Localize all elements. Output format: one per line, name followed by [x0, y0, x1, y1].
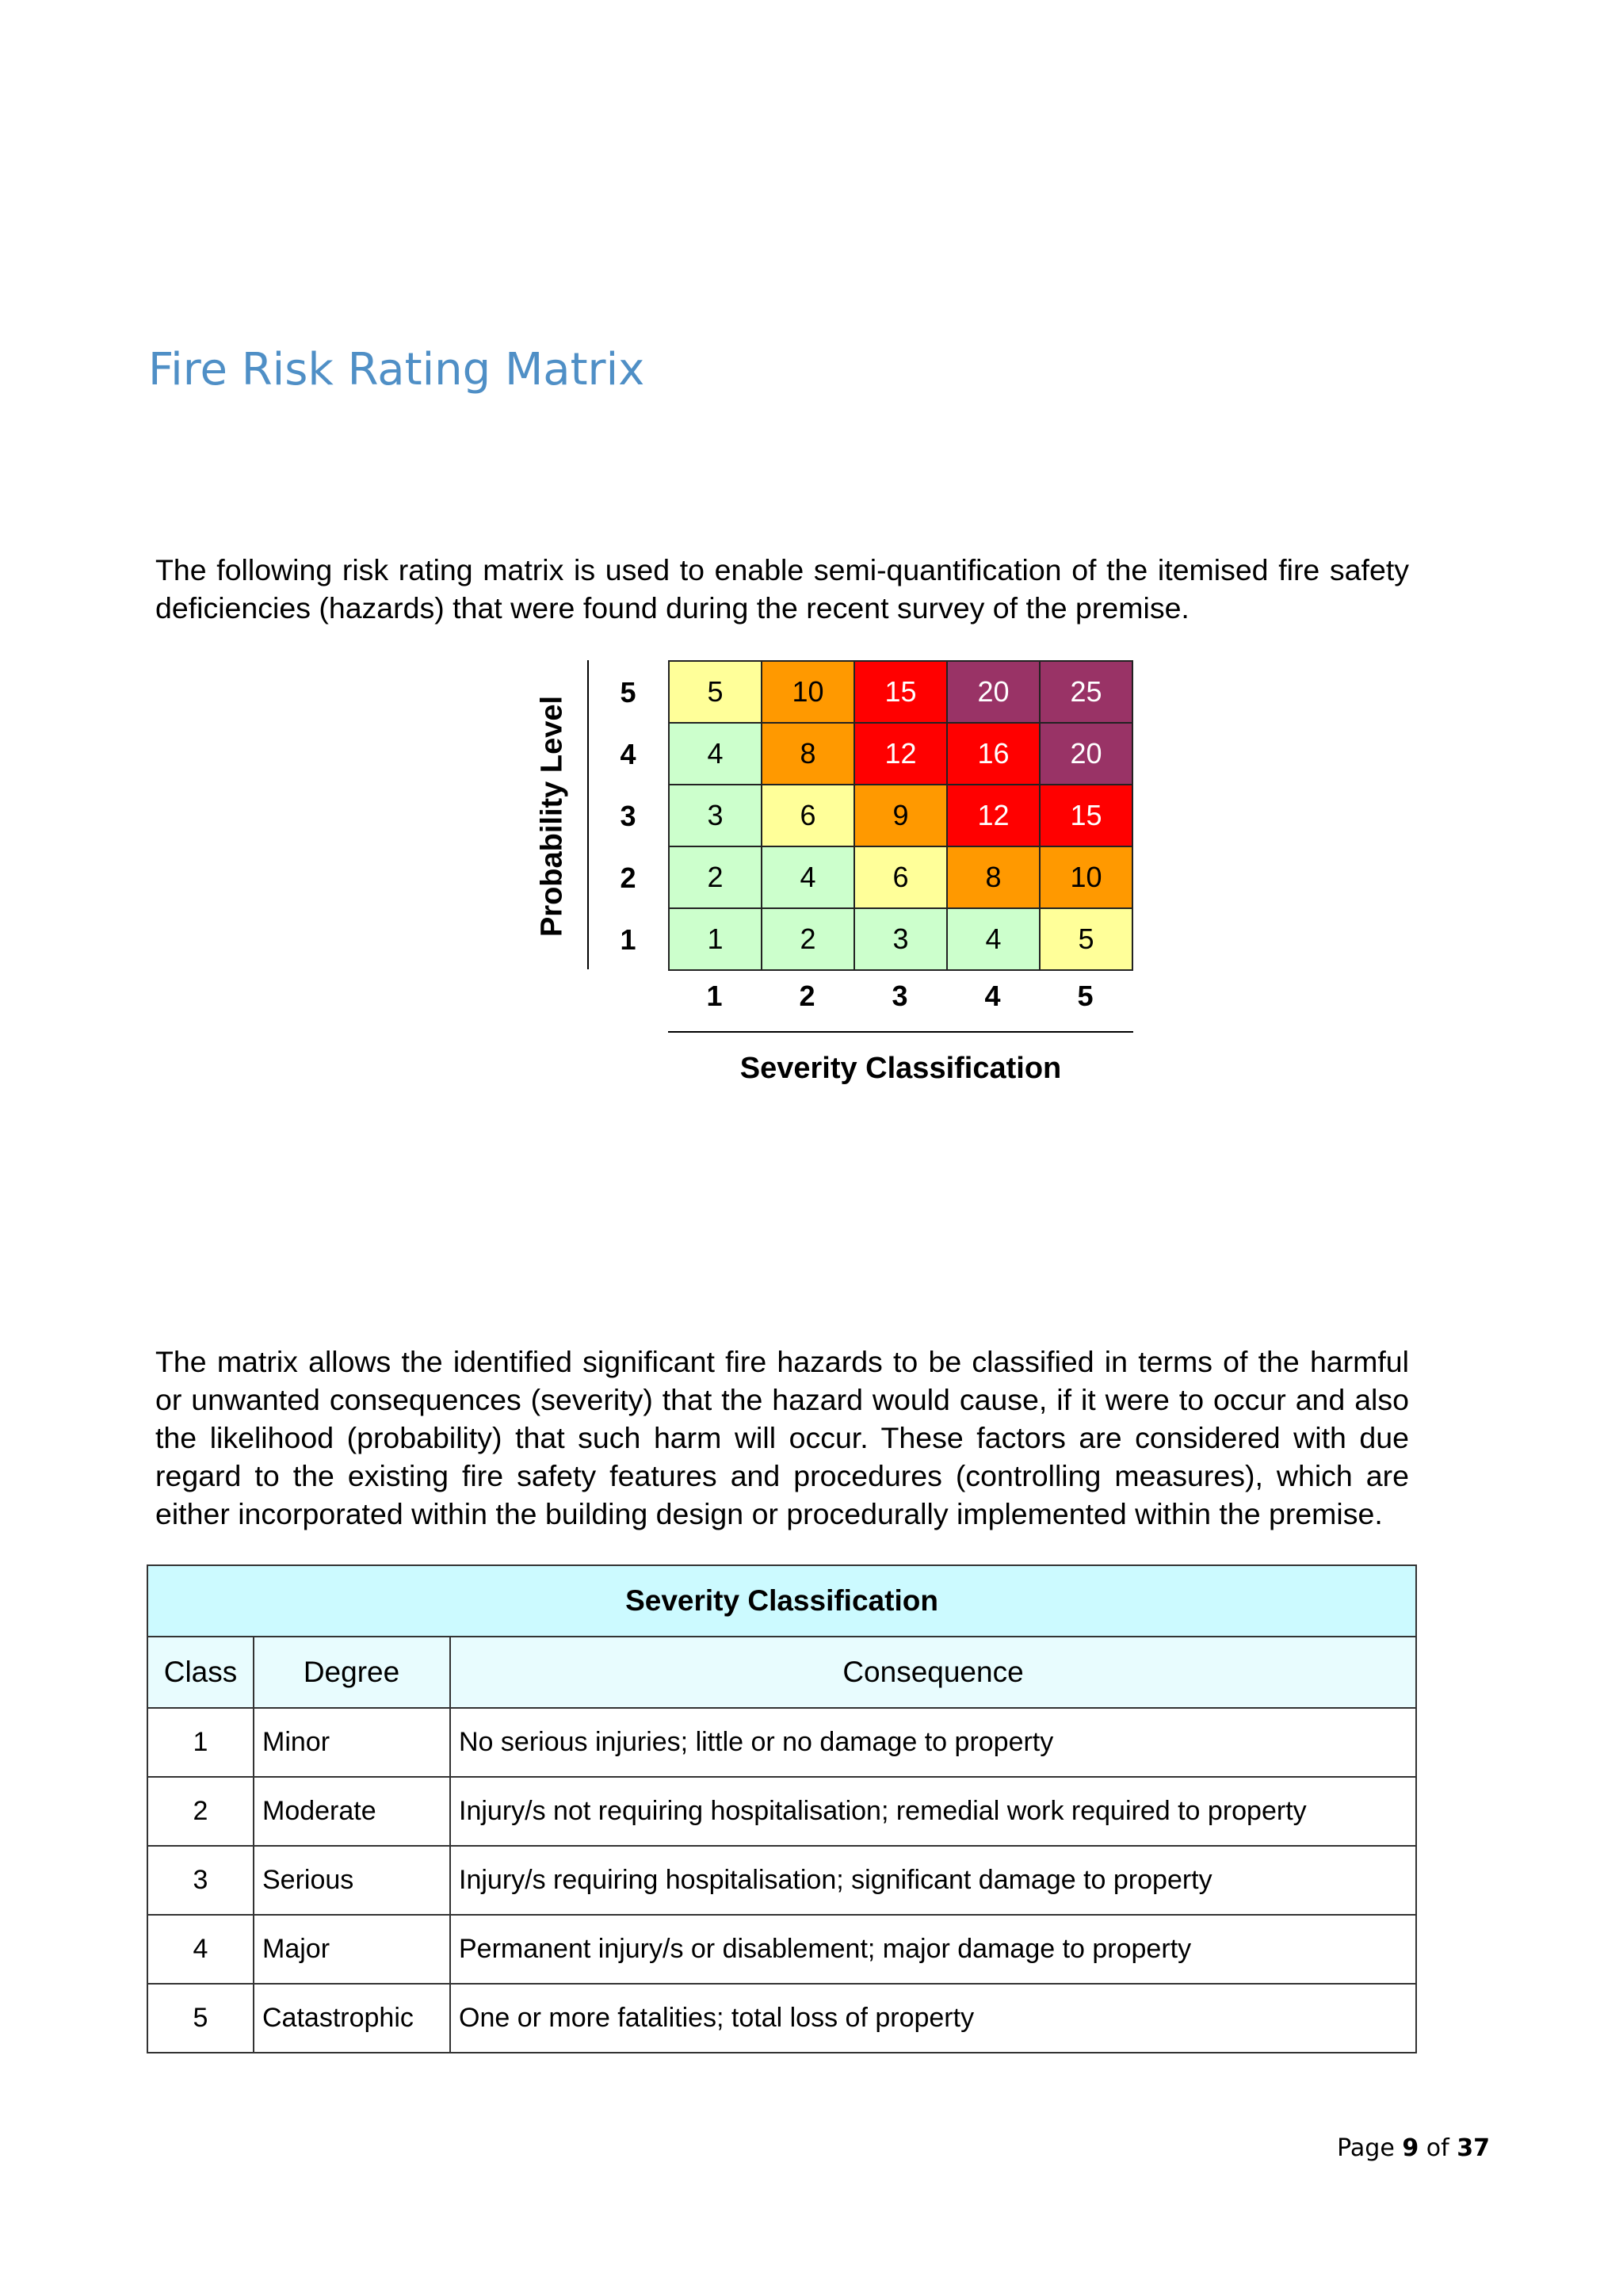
- class-cell: 1: [147, 1708, 254, 1777]
- matrix-cell: 12: [855, 724, 948, 785]
- header-class: Class: [147, 1637, 254, 1708]
- matrix-cell: 5: [670, 662, 762, 724]
- matrix-cell: 6: [762, 785, 855, 847]
- footer-page-total: 37: [1457, 2134, 1490, 2162]
- consequence-cell: One or more fatalities; total loss of property: [450, 1984, 1416, 2053]
- body-paragraph: The matrix allows the identified significant fire hazards to be classified in terms of the harmful or unwanted consequences (severity) that the hazard would cause, if it were to occur and also the likelihood (probability) that such harm will occur. These factors are considered with due regard to the existing fire safety features and procedures (controlling measures), which are either incorporated within the building design or procedurally implemented within the premise.: [155, 1344, 1409, 1530]
- matrix-cell: 1: [670, 909, 762, 971]
- page-title: Fire Risk Rating Matrix: [148, 343, 645, 395]
- matrix-cell: 8: [762, 724, 855, 785]
- matrix-cell: 20: [1041, 724, 1133, 785]
- matrix-cell: 10: [762, 662, 855, 724]
- matrix-col-label: 5: [1077, 980, 1094, 1012]
- table-row: [147, 1777, 1416, 1846]
- class-cell: 4: [147, 1915, 254, 1984]
- table-row: [147, 1915, 1416, 1984]
- footer-of-word: of: [1426, 2134, 1449, 2162]
- matrix-cell: 9: [855, 785, 948, 847]
- matrix-col-label: 1: [706, 980, 723, 1012]
- class-cell: 5: [147, 1984, 254, 2053]
- degree-cell: Catastrophic: [254, 1984, 450, 2053]
- matrix-x-axis-line: [668, 1031, 1133, 1033]
- matrix-cell: 15: [855, 662, 948, 724]
- matrix-cell: 3: [670, 785, 762, 847]
- matrix-cell: 20: [948, 662, 1041, 724]
- matrix-cell: 12: [948, 785, 1041, 847]
- header-degree: Degree: [254, 1637, 450, 1708]
- footer-page-word: Page: [1337, 2134, 1395, 2162]
- matrix-cell: 6: [855, 847, 948, 909]
- matrix-cell: 10: [1041, 847, 1133, 909]
- matrix-cell: 16: [948, 724, 1041, 785]
- degree-cell: Minor: [254, 1708, 450, 1777]
- table-row: [147, 1846, 1416, 1915]
- matrix-row-label: 4: [620, 738, 636, 770]
- severity-table: [147, 1564, 1417, 2053]
- matrix-cell: 2: [670, 847, 762, 909]
- degree-cell: Major: [254, 1915, 450, 1984]
- consequence-cell: No serious injuries; little or no damage to property: [450, 1708, 1416, 1777]
- matrix-col-label: 2: [799, 980, 815, 1012]
- matrix-cell: 25: [1041, 662, 1133, 724]
- page-footer: [1337, 2134, 1490, 2162]
- intro-paragraph: The following risk rating matrix is used to enable semi-quantification of the itemised fire safety deficiencies (hazards) that were found during the recent survey of the premise.: [155, 552, 1409, 625]
- matrix-cell: 3: [855, 909, 948, 971]
- matrix-row-label: 3: [620, 800, 636, 832]
- matrix-row-label: 5: [620, 676, 636, 709]
- matrix-cell: 4: [948, 909, 1041, 971]
- matrix-cell: 4: [670, 724, 762, 785]
- matrix-grid: [668, 660, 1133, 971]
- table-row: [147, 1984, 1416, 2053]
- degree-cell: Serious: [254, 1846, 450, 1915]
- matrix-y-axis-line: [587, 660, 589, 969]
- severity-table-title: Severity Classification: [147, 1565, 1416, 1637]
- matrix-cell: 15: [1041, 785, 1133, 847]
- matrix-col-label: 3: [892, 980, 908, 1012]
- matrix-cell: 4: [762, 847, 855, 909]
- matrix-cell: 2: [762, 909, 855, 971]
- class-cell: 3: [147, 1846, 254, 1915]
- matrix-x-axis-label: Severity Classification: [739, 1052, 1062, 1085]
- matrix-col-label: 4: [984, 980, 1001, 1012]
- matrix-cell: 5: [1041, 909, 1133, 971]
- matrix-row-label: 2: [620, 861, 636, 894]
- consequence-cell: Injury/s not requiring hospitalisation; remedial work required to property: [450, 1777, 1416, 1846]
- consequence-cell: Permanent injury/s or disablement; major damage to property: [450, 1915, 1416, 1984]
- matrix-cell: 8: [948, 847, 1041, 909]
- consequence-cell: Injury/s requiring hospitalisation; significant damage to property: [450, 1846, 1416, 1915]
- table-row: [147, 1708, 1416, 1777]
- footer-page-number: 9: [1402, 2134, 1419, 2162]
- class-cell: 2: [147, 1777, 254, 1846]
- degree-cell: Moderate: [254, 1777, 450, 1846]
- matrix-row-label: 1: [620, 923, 636, 956]
- header-consequence: Consequence: [450, 1637, 1416, 1708]
- matrix-y-axis-label: Probability Level: [535, 695, 569, 938]
